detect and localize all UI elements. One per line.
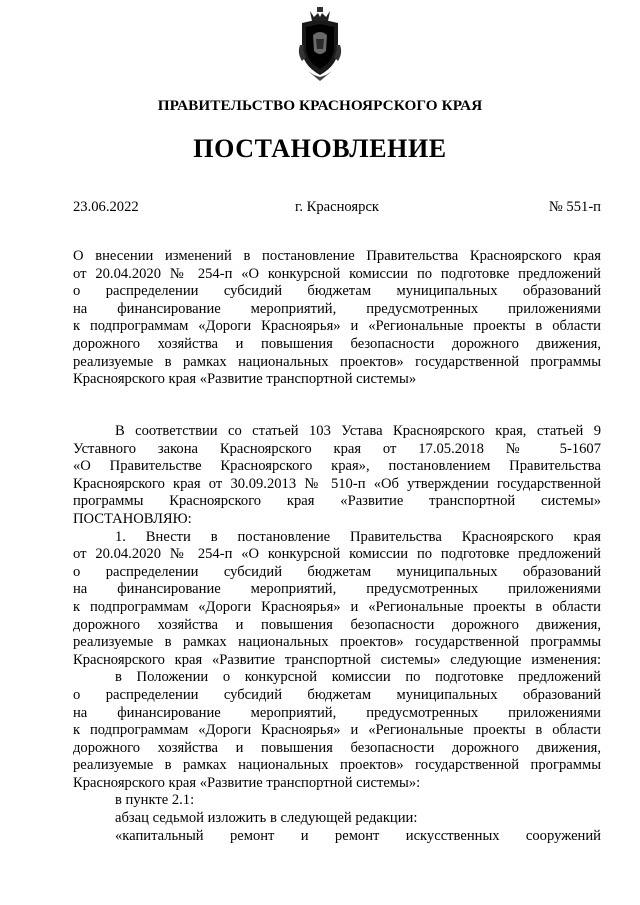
body-line: Красноярского края от 30.09.2013 № 510-п «Об утверждении государственной <box>73 475 601 492</box>
subject-line: О внесении изменений в постановление Правительства Красноярского края <box>73 248 601 264</box>
body-line: абзац седьмой изложить в следующей редакции: <box>115 810 418 827</box>
subject-line: дорожного хозяйства и повышения безопасности дорожного движения, <box>73 335 601 352</box>
document-number: № 551-п <box>548 199 601 215</box>
body-line: к подпрограммам «Дороги Красноярья» и «Региональные проекты в области <box>73 598 601 615</box>
subject-line: Красноярского края «Развитие транспортной системы» <box>73 371 417 388</box>
subject-line: о распределении субсидий бюджетам муниципальных образований <box>73 283 601 300</box>
subject-line: от 20.04.2020 № 254-п «О конкурсной комиссии по подготовке предложений <box>73 265 601 282</box>
body-line: реализуемые в рамках национальных проектов» государственной программы <box>73 634 601 651</box>
body-line: реализуемые в рамках национальных проектов» государственной программы <box>73 757 601 774</box>
body-line: «О Правительстве Красноярского края», постановлением Правительства <box>73 458 601 475</box>
body-line: В соответствии со статьей 103 Устава Красноярского края, статьей 9 <box>115 423 601 439</box>
body-line: на финансирование мероприятий, предусмотренных приложениями <box>73 581 601 598</box>
subject-line: к подпрограммам «Дороги Красноярья» и «Региональные проекты в области <box>73 318 601 335</box>
subject-line: реализуемые в рамках национальных проектов» государственной программы <box>73 353 601 370</box>
document-date: 23.06.2022 <box>73 199 139 215</box>
body-line: «капитальный ремонт и ремонт искусственных сооружений <box>115 827 601 844</box>
document-city: г. Красноярск <box>294 199 380 215</box>
body-line: о распределении субсидий бюджетам муниципальных образований <box>73 686 601 703</box>
document-meta-row <box>73 199 601 217</box>
resolution-keyword: ПОСТАНОВЛЯЮ: <box>73 510 192 527</box>
body-line: Красноярского края «Развитие транспортной системы»: <box>73 774 421 791</box>
document-type-title: ПОСТАНОВЛЕНИЕ <box>193 134 447 163</box>
government-title: ПРАВИТЕЛЬСТВО КРАСНОЯРСКОГО КРАЯ <box>157 97 483 114</box>
body-line: программы Красноярского края «Развитие транспортной системы» <box>73 493 601 510</box>
body-line: на финансирование мероприятий, предусмотренных приложениями <box>73 704 601 721</box>
body-line: от 20.04.2020 № 254-п «О конкурсной комиссии по подготовке предложений <box>73 546 601 563</box>
coat-of-arms-emblem <box>296 5 344 83</box>
body-line: Красноярского края «Развитие транспортной системы» следующие изменения: <box>73 651 601 668</box>
body-line: Уставного закона Красноярского края от 17.05.2018 № 5-1607 <box>73 440 601 457</box>
body-line: дорожного хозяйства и повышения безопасности дорожного движения, <box>73 739 601 756</box>
body-line: 1. Внести в постановление Правительства Красноярского края <box>115 528 601 545</box>
subject-line: на финансирование мероприятий, предусмотренных приложениями <box>73 300 601 317</box>
body-line: дорожного хозяйства и повышения безопасности дорожного движения, <box>73 616 601 633</box>
body-line: в пункте 2.1: <box>115 792 195 809</box>
document-body <box>73 423 601 845</box>
body-line: в Положении о конкурсной комиссии по подготовке предложений <box>115 669 601 686</box>
body-line: к подпрограммам «Дороги Красноярья» и «Региональные проекты в области <box>73 722 601 739</box>
document-subject <box>73 248 601 389</box>
body-line: о распределении субсидий бюджетам муниципальных образований <box>73 563 601 580</box>
